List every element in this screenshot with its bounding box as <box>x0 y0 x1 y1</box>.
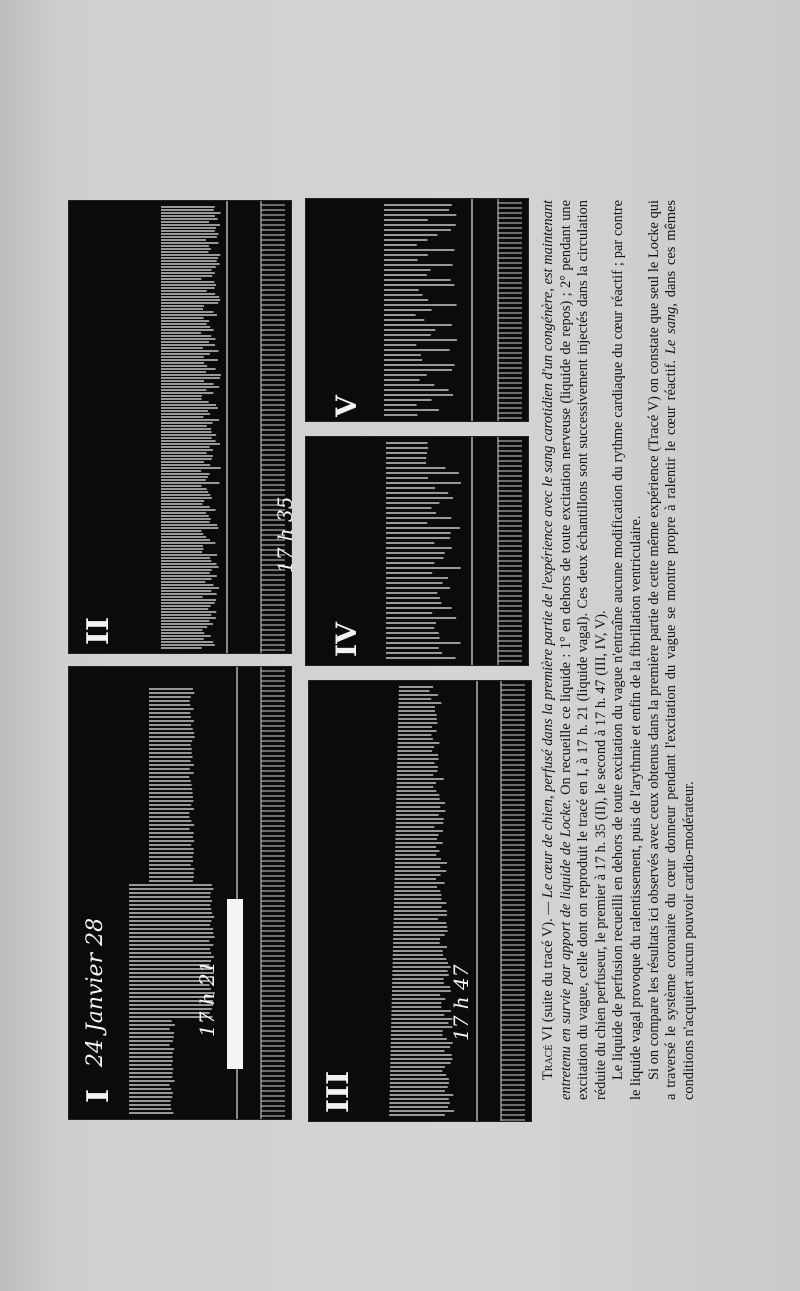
trace-panel-2 <box>68 200 297 654</box>
trace-panel-1 <box>68 666 292 1120</box>
caption-title-head: Tracé VI <box>540 1025 556 1080</box>
panel-1-time-annotation: 17 h 21 <box>195 960 219 1037</box>
caption-paragraph-1 <box>540 200 610 1100</box>
panel-label-4: IV <box>330 622 363 657</box>
panel-label-1: I <box>81 1088 116 1103</box>
panel-1-date-annotation: 24 Janvier 28 <box>83 917 108 1067</box>
caption-paragraph-2: Le liquide de perfusion recueilli en dehors de toute excitation du vague n'entraîne aucune modification du rythme cardiaque du cœur réactif ; par contre le liquide vagal provoque du ralentissement, puis de l'arythmie et enfin de la fibrillation ventriculaire. <box>610 200 644 1100</box>
caption-paragraph-3 <box>646 200 699 1100</box>
panel-label-3: III <box>321 1070 356 1113</box>
panel-2-time-annotation: 17 h 35 <box>273 496 297 573</box>
trace-5-graphic <box>306 199 528 421</box>
panel-label-2: II <box>81 616 116 645</box>
trace-panel-3 <box>308 680 532 1122</box>
caption-p1-text: On recueille ce liquide : 1° en dehors de toute excitation nerveuse (liquide de repos) ; 2° pendant une excitation du vague, celle dont on reproduit le tracé en I, à 17 h. 21 (liquide vagal). Ces deux échantillons sont successivement injectés dans la circulation réduite du chien perfuseur, le premier à 17 h. 35 (II), le second à 17 h. 47 (III, IV, V). <box>557 200 609 1100</box>
caption-title-rest: (suite du tracé V). <box>540 918 556 1026</box>
caption-p3-italic: Le sang, <box>663 303 680 360</box>
caption-p3-text-b: dans ces mêmes conditions n'acquiert aucun pouvoir cardio-modérateur. <box>663 199 697 1100</box>
figure-caption <box>540 200 698 1100</box>
trace-2-graphic <box>69 201 291 653</box>
caption-lead: — Le cœur de chien, perfusé dans la première partie de l'expérience avec le sang carotidien d'un congénère, est maintenant entretenu en survie par apport de liquide de Locke. <box>540 199 574 1100</box>
panel-label-5: V <box>330 395 363 417</box>
caption-p3-text-a: Si on compare les résultats ici observés avec ceux obtenus dans la première partie de cette même expérience (Tracé V) on constate que seul le Locke qui a traversé le système coronaire du cœur donneur pendant l'excitation du vague se montre propre à ralentir le cœur réactif. <box>645 200 680 1100</box>
trace-panel-5 <box>305 198 529 422</box>
trace-panel-4 <box>305 436 529 666</box>
trace-3-graphic <box>309 681 531 1121</box>
panel-3-time-annotation: 17 h 47 <box>449 964 473 1041</box>
